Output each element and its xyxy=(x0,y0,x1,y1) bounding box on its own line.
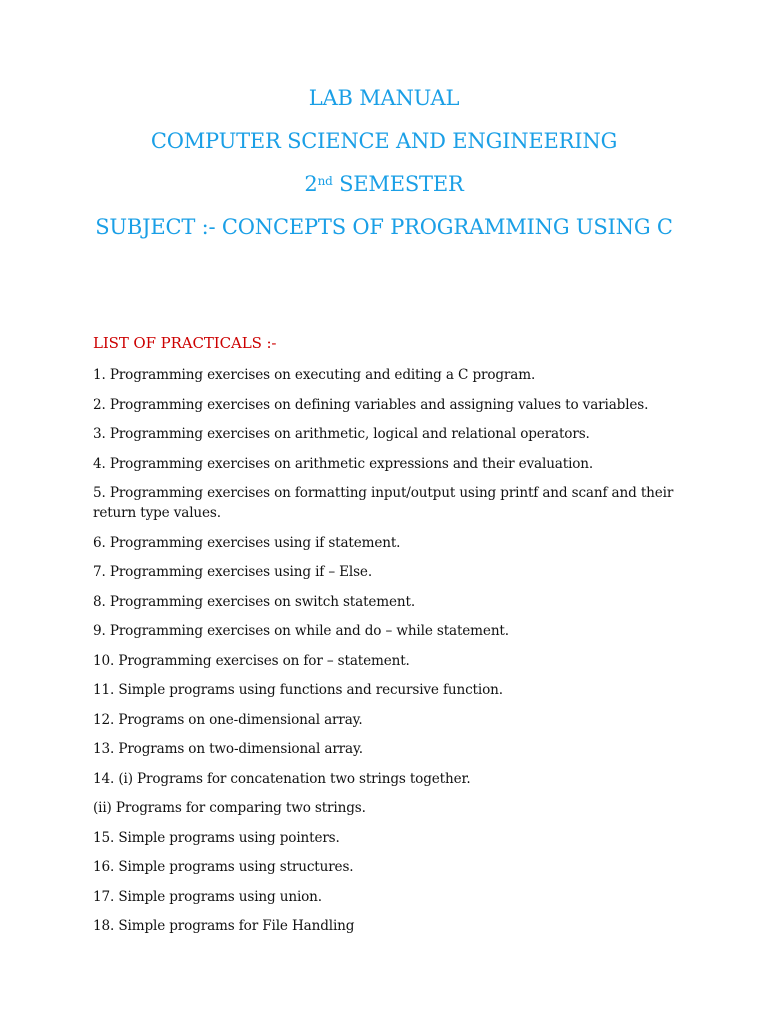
practicals-list xyxy=(93,365,693,946)
list-item: 17. Simple programs using union. xyxy=(93,888,322,905)
title-block xyxy=(60,84,708,241)
list-item: 7. Programming exercises using if – Else. xyxy=(93,564,373,580)
list-item: 11. Simple programs using functions and recursive function. xyxy=(93,682,503,698)
semester-number: 2 xyxy=(304,172,318,196)
list-item: 10. Programming exercises on for – statement. xyxy=(93,652,410,669)
lab-manual-title: LAB MANUAL xyxy=(308,86,460,110)
list-of-practicals-heading: LIST OF PRACTICALS :- xyxy=(93,334,277,352)
list-item: 16. Simple programs using structures. xyxy=(93,859,354,875)
list-item: 9. Programming exercises on while and do – while statement. xyxy=(93,623,509,639)
list-item: 14. (i) Programs for concatenation two strings together. xyxy=(93,770,471,787)
subject-title: SUBJECT :- CONCEPTS OF PROGRAMMING USING C xyxy=(95,215,673,239)
semester-word: SEMESTER xyxy=(332,172,464,196)
list-item: 6. Programming exercises using if statement. xyxy=(93,534,401,551)
list-item: 4. Programming exercises on arithmetic expressions and their evaluation. xyxy=(93,455,594,472)
list-item: 15. Simple programs using pointers. xyxy=(93,829,340,846)
list-item: 3. Programming exercises on arithmetic, logical and relational operators. xyxy=(93,426,590,442)
list-item: (ii) Programs for comparing two strings. xyxy=(93,800,366,816)
department-title: COMPUTER SCIENCE AND ENGINEERING xyxy=(150,129,618,153)
list-item: 13. Programs on two-dimensional array. xyxy=(93,741,363,757)
list-item: 2. Programming exercises on defining variables and assigning values to variables. xyxy=(93,396,649,413)
list-item: 5. Programming exercises on formatting input/output using printf and scanf and their return type values. xyxy=(93,485,674,521)
list-item: 1. Programming exercises on executing and editing a C program. xyxy=(93,367,536,383)
semester-title xyxy=(60,170,708,198)
list-item: 18. Simple programs for File Handling xyxy=(93,918,355,934)
semester-suffix: nd xyxy=(317,174,333,188)
list-item: 8. Programming exercises on switch statement. xyxy=(93,593,416,610)
list-item: 12. Programs on one-dimensional array. xyxy=(93,711,363,728)
